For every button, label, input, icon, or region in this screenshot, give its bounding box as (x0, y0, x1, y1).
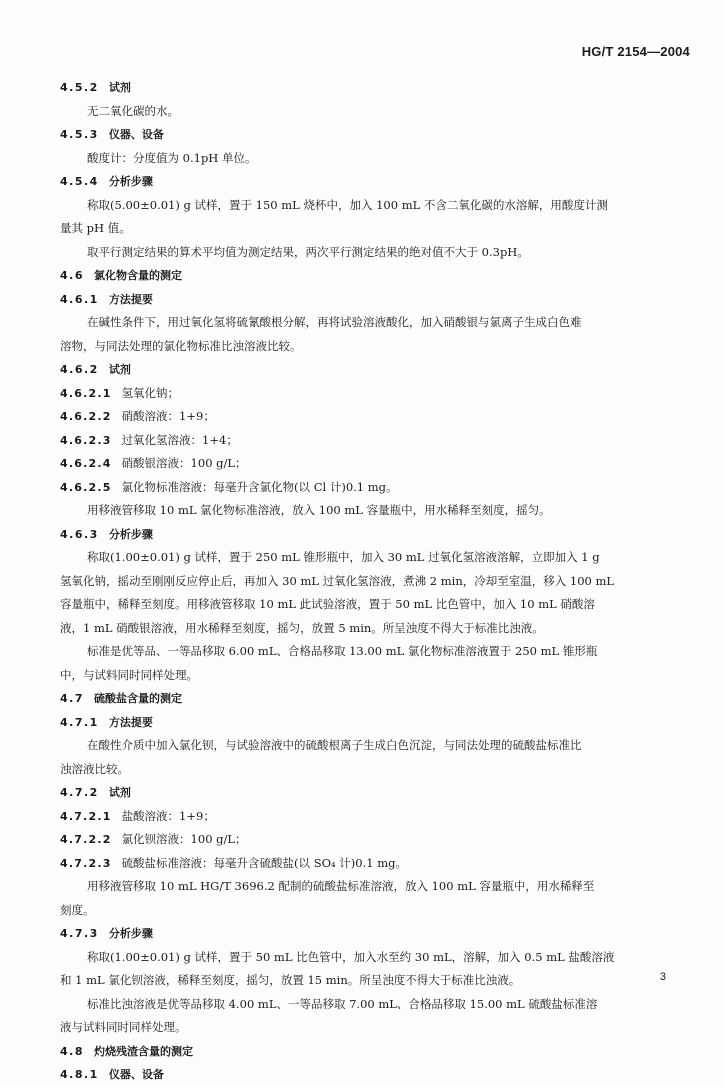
section-number: 4.6 (60, 269, 84, 282)
section-number: 4.7.3 (60, 927, 99, 940)
section-heading (60, 288, 670, 312)
item-text: 氯化钡溶液：100 g/L； (121, 832, 247, 846)
item-number: 4.6.2.4 (60, 457, 112, 470)
section-heading (60, 687, 670, 711)
item-text: 过氧化氢溶液：1+4； (121, 432, 238, 447)
paragraph-line: 称取(1.00±0.01) g 试样，置于 250 mL 锥形瓶中，加入 30 mL 过氧化氢溶液溶解，立即加入 1 g (87, 550, 600, 564)
section-number: 4.7 (60, 692, 84, 705)
paragraph-line: 用移液管移取 10 mL HG/T 3696.2 配制的硫酸盐标准溶液，放入 100 mL 容量瓶中，用水稀释至 (87, 879, 595, 893)
paragraph-line: 量其 pH 值。 (60, 221, 131, 235)
section-title: 仪器、设备 (108, 1068, 164, 1081)
paragraph-line: 刻度。 (60, 902, 95, 917)
section-title: 仪器、设备 (108, 128, 164, 141)
paragraph-line: 和 1 mL 氯化钡溶液，稀释至刻度，摇匀，放置 15 min。所呈浊度不得大于标准比浊液。 (60, 973, 521, 987)
paragraph-line: 液，1 mL 硝酸银溶液，用水稀释至刻度，摇匀，放置 5 min。所呈浊度不得大于标准比浊液。 (60, 620, 544, 635)
section-title: 分析步骤 (108, 527, 153, 541)
section-title: 分析步骤 (108, 927, 153, 940)
section-number: 4.8 (60, 1044, 84, 1058)
section-heading (60, 76, 670, 100)
item-number: 4.7.2.2 (60, 833, 112, 846)
item-text: 硝酸溶液：1+9； (121, 409, 215, 423)
section-number: 4.6.2 (60, 363, 99, 376)
section-number: 4.7.2 (60, 786, 99, 799)
section-number: 4.5.2 (60, 81, 99, 94)
section-title: 氯化物含量的测定 (94, 269, 182, 282)
section-number: 4.5.4 (60, 175, 99, 188)
reagent-item (60, 805, 670, 829)
paragraph-line: 酸度计：分度值为 0.1pH 单位。 (87, 150, 257, 165)
section-number: 4.5.3 (60, 128, 99, 141)
paragraph-line: 标准是优等品、一等品移取 6.00 mL、合格品移取 13.00 mL 氯化物标准溶液置于 250 mL 锥形瓶 (87, 644, 598, 658)
section-number: 4.7.1 (60, 715, 99, 729)
section-title: 灼烧残渣含量的测定 (94, 1044, 193, 1058)
item-text: 硫酸盐标准溶液：每毫升含硫酸盐(以 SO₄ 计)0.1 mg。 (121, 855, 407, 870)
item-number: 4.6.2.5 (60, 480, 112, 494)
paragraph-line: 用移液管移取 10 mL 氯化物标准溶液，放入 100 mL 容量瓶中，用水稀释至刻度，摇匀。 (87, 503, 551, 517)
paragraph-line: 无二氧化碳的水。 (87, 103, 179, 118)
section-heading (60, 123, 670, 147)
item-number: 4.6.2.1 (60, 386, 112, 400)
section-heading (60, 1063, 670, 1087)
item-number: 4.7.2.3 (60, 856, 112, 870)
paragraph-line: 溶物，与同法处理的氯化物标准比浊溶液比较。 (60, 338, 302, 353)
item-text: 盐酸溶液：1+9； (121, 808, 215, 823)
paragraph-line: 中，与试料同时同样处理。 (60, 667, 198, 682)
section-title: 方法提要 (108, 292, 153, 306)
section-title: 硫酸盐含量的测定 (94, 692, 182, 705)
section-heading (60, 781, 670, 805)
reagent-item (60, 852, 670, 876)
section-heading (60, 1040, 670, 1064)
section-heading (60, 358, 670, 382)
reagent-item (60, 828, 670, 852)
section-heading (60, 711, 670, 735)
item-text: 氯化物标准溶液：每毫升含氯化物(以 Cl 计)0.1 mg。 (121, 479, 398, 494)
document-body (60, 76, 670, 1087)
reagent-item (60, 405, 670, 429)
paragraph-line: 标准比浊溶液是优等品移取 4.00 mL、一等品移取 7.00 mL、合格品移取 15.00 mL 硫酸盐标准溶 (87, 996, 598, 1011)
page-number: 3 (659, 971, 666, 983)
paragraph-line: 液与试料同时同样处理。 (60, 1020, 187, 1034)
paragraph-line: 浊溶液比较。 (60, 761, 129, 776)
section-title: 方法提要 (108, 715, 153, 729)
section-heading (60, 523, 670, 547)
paragraph-line: 容量瓶中，稀释至刻度。用移液管移取 10 mL 此试验溶液，置于 50 mL 比色管中，加入 10 mL 硝酸溶 (60, 597, 595, 611)
section-number: 4.6.3 (60, 527, 99, 541)
reagent-item (60, 429, 670, 453)
section-title: 试剂 (108, 81, 131, 94)
section-number: 4.8.1 (60, 1068, 99, 1081)
section-number: 4.6.1 (60, 292, 99, 306)
section-heading (60, 264, 670, 288)
paragraph-line: 取平行测定结果的算术平均值为测定结果，两次平行测定结果的绝对值不大于 0.3pH。 (87, 244, 529, 259)
paragraph-line: 在酸性介质中加入氯化钡，与试验溶液中的硫酸根离子生成白色沉淀，与同法处理的硫酸盐标准比 (87, 738, 582, 752)
paragraph-line: 称取(5.00±0.01) g 试样，置于 150 mL 烧杯中，加入 100 mL 不含二氧化碳的水溶解，用酸度计测 (87, 197, 608, 212)
item-text: 硝酸银溶液：100 g/L； (121, 456, 247, 470)
standard-code: HG/T 2154—2004 (581, 44, 690, 59)
section-title: 试剂 (108, 786, 131, 799)
section-title: 分析步骤 (108, 175, 153, 188)
reagent-item (60, 382, 670, 406)
item-number: 4.6.2.2 (60, 410, 112, 423)
item-number: 4.6.2.3 (60, 433, 112, 447)
item-text: 氢氧化钠； (121, 385, 180, 400)
paragraph-line: 氢氧化钠，摇动至刚刚反应停止后，再加入 30 mL 过氧化氢溶液，煮沸 2 min，冷却至室温，移入 100 mL (60, 573, 615, 588)
reagent-item (60, 452, 670, 476)
reagent-item (60, 476, 670, 500)
section-heading (60, 922, 670, 946)
paragraph-line: 在碱性条件下，用过氧化氢将硫氰酸根分解，再将试验溶液酸化，加入硝酸银与氯离子生成白色难 (87, 315, 582, 329)
section-heading (60, 170, 670, 194)
paragraph-line: 称取(1.00±0.01) g 试样，置于 50 mL 比色管中，加入水至约 30 mL，溶解，加入 0.5 mL 盐酸溶液 (87, 949, 615, 964)
item-number: 4.7.2.1 (60, 809, 112, 823)
section-title: 试剂 (108, 363, 131, 376)
